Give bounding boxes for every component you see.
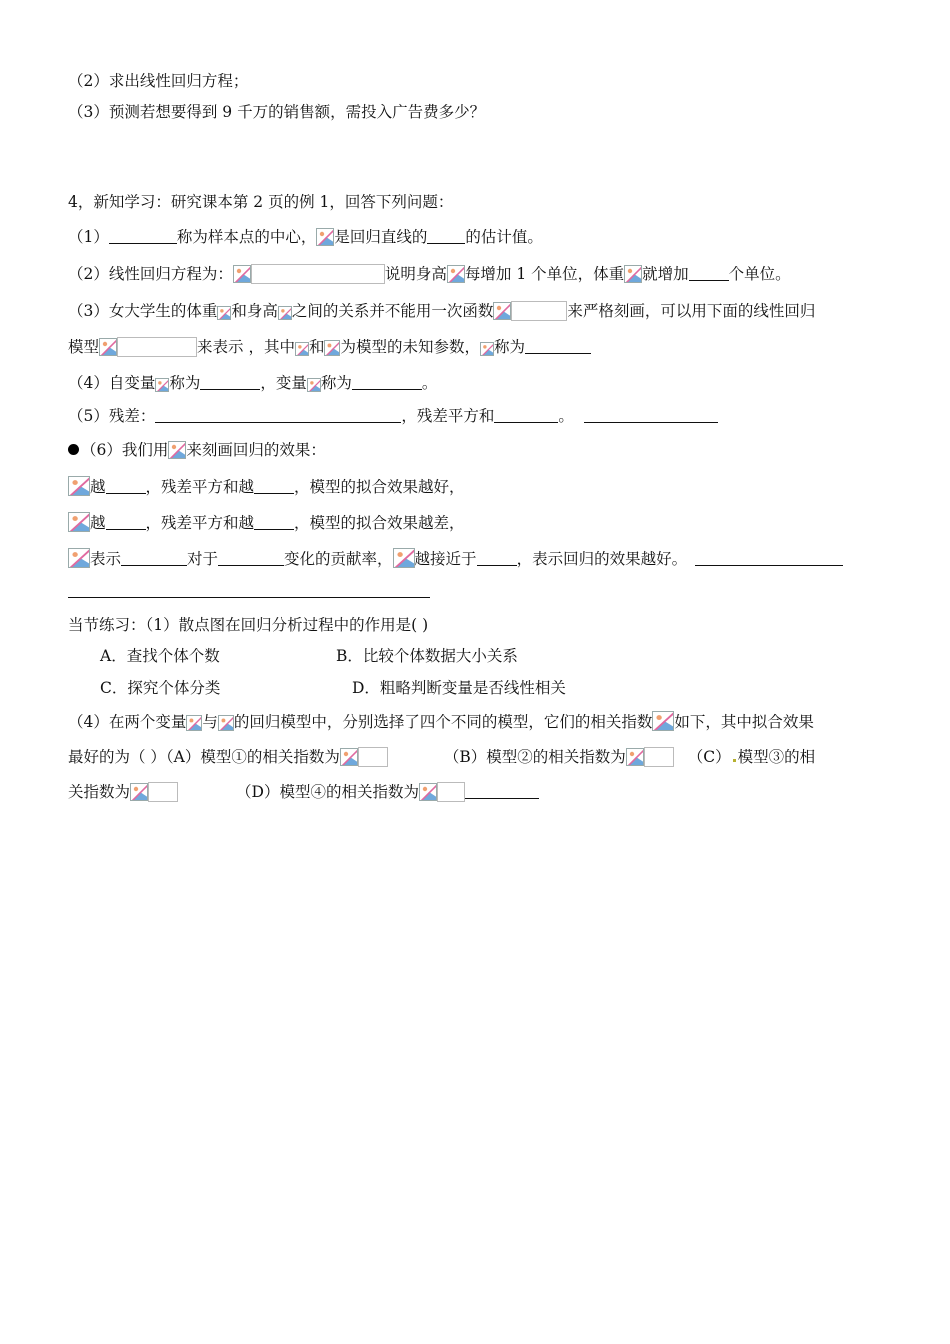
text: 称为样本点的中心， <box>176 228 317 246</box>
text: 对于 <box>187 550 219 568</box>
text: 称为 <box>169 374 201 392</box>
option-b[interactable]: B．比较个体数据大小关系 <box>336 647 518 665</box>
text: 关指数为 <box>68 783 131 801</box>
text: （5）残差： <box>68 407 156 425</box>
formula-image-icon <box>68 476 90 496</box>
fill-blank[interactable] <box>121 549 187 566</box>
text: （1） <box>68 228 109 246</box>
text: （C） <box>687 748 731 766</box>
fill-blank[interactable] <box>695 549 843 566</box>
text: 来严格刻画，可以用下面的线性回归 <box>567 302 816 320</box>
text: 来表示 ，其中 <box>197 338 295 356</box>
formula-image-icon <box>340 748 358 766</box>
formula-image-icon <box>99 338 117 356</box>
formula-image-icon <box>155 378 169 392</box>
text: 称为 <box>493 338 525 356</box>
text: ，残差平方和越 <box>145 478 255 496</box>
text: 模型③的相 <box>737 748 816 766</box>
text: 最好的为（ ）（A）模型①的相关指数为 <box>68 748 340 766</box>
formula-image-icon <box>68 548 90 568</box>
text: 为模型的未知参数， <box>340 338 480 356</box>
formula-image-icon <box>393 548 415 568</box>
formula-box <box>644 747 674 767</box>
formula-image-icon <box>218 715 234 731</box>
formula-image-icon <box>278 306 292 320</box>
fill-blank[interactable] <box>155 406 401 423</box>
text: 的估计值。 <box>465 228 543 246</box>
item-6 <box>68 439 326 461</box>
item-1 <box>68 226 543 248</box>
text: 越 <box>90 514 106 532</box>
item-5 <box>68 405 718 427</box>
text: 称为 <box>320 374 352 392</box>
text: 与 <box>202 713 218 731</box>
text: 每增加 1 个单位，体重 <box>464 265 625 283</box>
text: 模型 <box>68 338 100 356</box>
text: 就增加 <box>642 265 689 283</box>
formula-image-icon <box>168 441 186 459</box>
text: 来刻画回归的效果： <box>186 441 326 459</box>
fill-blank[interactable] <box>254 513 294 530</box>
formula-image-icon <box>295 342 309 356</box>
text: （4）在两个变量 <box>68 713 187 731</box>
item-6-r-squared <box>68 548 843 570</box>
fill-blank[interactable] <box>106 477 146 494</box>
text: 和 <box>308 338 325 356</box>
section-4-heading: 4，新知学习：研究课本第 2 页的例 1，回答下列问题： <box>68 193 454 211</box>
fill-blank[interactable] <box>218 549 284 566</box>
item-3 <box>68 300 815 322</box>
practice-question-4-options <box>68 746 815 768</box>
item-2 <box>68 263 791 285</box>
item-6-good-fit <box>68 476 465 498</box>
fill-blank[interactable] <box>689 264 729 281</box>
fill-blank[interactable] <box>525 337 591 354</box>
formula-image-icon <box>130 783 148 801</box>
fill-blank[interactable] <box>109 227 177 244</box>
text: 和身高 <box>231 302 278 320</box>
formula-image-icon <box>652 711 674 731</box>
formula-image-icon <box>233 265 251 283</box>
fill-blank[interactable] <box>465 782 539 799</box>
text: （B）模型②的相关指数为 <box>443 748 626 766</box>
formula-image-icon <box>316 228 334 246</box>
text: （6）我们用 <box>81 441 169 459</box>
formula-box <box>437 782 465 802</box>
item-4 <box>68 372 437 394</box>
practice-question-1: 当节练习：（1）散点图在回归分析过程中的作用是( ) <box>68 616 429 634</box>
dot-mark <box>733 759 736 762</box>
fill-blank[interactable] <box>68 581 430 598</box>
formula-box <box>251 264 385 284</box>
option-d[interactable]: D．粗略判断变量是否线性相关 <box>352 679 566 697</box>
text: ，模型的拟合效果越差， <box>294 514 465 532</box>
item-6-poor-fit <box>68 512 465 534</box>
text: 越接近于 <box>414 550 477 568</box>
fill-blank[interactable] <box>427 227 465 244</box>
formula-box <box>117 337 197 357</box>
question-2: （2）求出线性回归方程； <box>68 72 249 90</box>
formula-image-icon <box>324 340 340 356</box>
text: 个单位。 <box>728 265 791 283</box>
text: 表示 <box>90 550 122 568</box>
text: 说明身高 <box>384 265 447 283</box>
fill-blank[interactable] <box>352 373 422 390</box>
formula-image-icon <box>419 783 437 801</box>
text: 是回归直线的 <box>334 228 428 246</box>
text: 如下，其中拟合效果 <box>674 713 814 731</box>
formula-box <box>511 301 567 321</box>
formula-image-icon <box>68 512 90 532</box>
fill-blank[interactable] <box>254 477 294 494</box>
formula-image-icon <box>626 748 644 766</box>
formula-image-icon <box>480 342 494 356</box>
formula-image-icon <box>307 378 321 392</box>
formula-image-icon <box>624 265 642 283</box>
fill-blank[interactable] <box>477 549 517 566</box>
text: 变化的贡献率， <box>284 550 393 568</box>
text: （4）自变量 <box>68 374 156 392</box>
text: ，模型的拟合效果越好， <box>294 478 465 496</box>
text: ，残差平方和越 <box>145 514 255 532</box>
practice-question-4 <box>68 711 814 733</box>
item-6-continuation <box>68 580 430 602</box>
formula-box <box>148 782 178 802</box>
option-c[interactable]: C．探究个体分类 <box>100 679 221 697</box>
text: ，残差平方和 <box>401 407 495 425</box>
text: （3）女大学生的体重 <box>68 302 218 320</box>
text: 。 <box>558 407 574 425</box>
formula-image-icon <box>447 265 465 283</box>
option-a[interactable]: A．查找个体个数 <box>100 647 220 665</box>
bullet-icon <box>68 444 79 455</box>
text: 的回归模型中，分别选择了四个不同的模型，它们的相关指数 <box>233 713 653 731</box>
fill-blank[interactable] <box>106 513 146 530</box>
text: （2）线性回归方程为： <box>68 265 233 283</box>
text: 之间的关系并不能用一次函数 <box>291 302 494 320</box>
text: 越 <box>90 478 106 496</box>
formula-image-icon <box>493 302 511 320</box>
text: ，变量 <box>260 374 307 392</box>
text: （D）模型④的相关指数为 <box>236 783 419 801</box>
formula-box <box>358 747 388 767</box>
text: 。 <box>421 374 438 392</box>
text: ，表示回归的效果越好。 <box>516 550 688 568</box>
fill-blank[interactable] <box>200 373 260 390</box>
formula-image-icon <box>217 306 231 320</box>
fill-blank[interactable] <box>584 406 718 423</box>
item-3-continued <box>68 336 591 358</box>
formula-image-icon <box>186 715 202 731</box>
question-3: （3）预测若想要得到 9 千万的销售额，需投入广告费多少？ <box>68 103 486 121</box>
fill-blank[interactable] <box>494 406 558 423</box>
practice-question-4-options-continued <box>68 781 539 803</box>
